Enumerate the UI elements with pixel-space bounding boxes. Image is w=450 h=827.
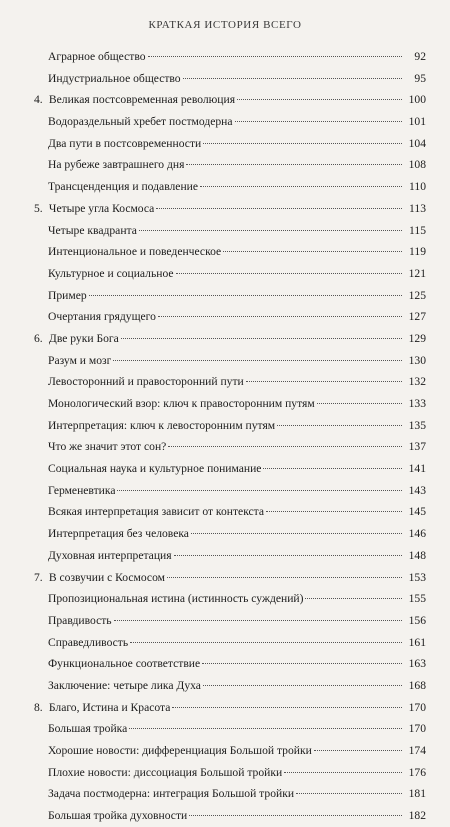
toc-section-entry (34, 306, 426, 328)
toc-chapter-entry (34, 328, 426, 350)
entry-text: Пропозициональная истина (истинность суждений) (48, 592, 304, 606)
chapter-number: 6. (34, 331, 43, 345)
page-number: 125 (408, 288, 426, 302)
toc-section-entry (34, 111, 426, 133)
dot-leader (317, 403, 402, 404)
toc-entry-title (34, 501, 264, 523)
dot-leader (277, 425, 402, 426)
toc-chapter-entry (34, 567, 426, 589)
dot-leader (117, 490, 402, 491)
page-number: 148 (408, 548, 426, 562)
dot-leader (284, 772, 402, 773)
page-number: 176 (408, 765, 426, 779)
entry-text: Культурное и социальное (48, 266, 174, 280)
toc-entry-title (34, 263, 174, 285)
page-number: 101 (408, 115, 426, 129)
entry-text: Четыре квадранта (48, 223, 137, 237)
toc-section-entry (34, 632, 426, 654)
toc-section-entry (34, 176, 426, 198)
dot-leader (139, 230, 402, 231)
toc-entry-title (34, 306, 156, 328)
toc-chapter-entry (34, 89, 426, 111)
toc-entry-title (34, 436, 166, 458)
toc-entry-title (34, 632, 128, 654)
toc-section-entry (34, 285, 426, 307)
toc-section-entry (34, 675, 426, 697)
toc-entry-title (34, 415, 275, 437)
toc-section-entry (34, 545, 426, 567)
toc-section-entry (34, 68, 426, 90)
dot-leader (235, 121, 402, 122)
toc-entry-title (34, 111, 233, 133)
page-number: 95 (414, 71, 426, 85)
dot-leader (121, 338, 402, 339)
toc-section-entry (34, 263, 426, 285)
chapter-number: 8. (34, 700, 43, 714)
entry-text: Всякая интерпретация зависит от контекста (48, 505, 265, 519)
toc-entry-title (34, 371, 244, 393)
entry-text: Два пути в постсовременности (48, 136, 202, 150)
toc-section-entry (34, 762, 426, 784)
toc-section-entry (34, 46, 426, 68)
toc-section-entry (34, 133, 426, 155)
toc-section-entry (34, 350, 426, 372)
page-number: 132 (408, 375, 426, 389)
toc-section-entry (34, 480, 426, 502)
dot-leader (305, 598, 402, 599)
entry-text: Трансценденция и подавление (48, 180, 198, 194)
entry-text: Задача постмодерна: интеграция Большой тройки (48, 787, 295, 801)
dot-leader (189, 815, 402, 816)
page-number: 92 (414, 50, 426, 63)
toc-section-entry (34, 805, 426, 827)
toc-entry-title (34, 610, 112, 632)
entry-text: Большая тройка (48, 722, 128, 736)
dot-leader (314, 750, 402, 751)
toc-entry-title (34, 653, 200, 675)
toc-entry-title (34, 133, 201, 155)
toc-entry-title (34, 350, 111, 372)
toc-entry-title (34, 46, 146, 68)
dot-leader (89, 295, 402, 296)
toc-entry-title (34, 697, 170, 719)
entry-text: В созвучии с Космосом (48, 570, 165, 584)
page-number: 133 (408, 397, 426, 410)
dot-leader (168, 446, 402, 447)
toc-section-entry (34, 371, 426, 393)
page-number: 182 (408, 809, 426, 823)
entry-text: Интенциональное и поведенческое (48, 245, 222, 259)
toc-section-entry (34, 653, 426, 675)
dot-leader (183, 78, 402, 79)
entry-text: Интерпретация: ключ к левосторонним путям (48, 418, 276, 432)
dot-leader (174, 555, 402, 556)
entry-text: Интерпретация без человека (48, 527, 189, 541)
toc-section-entry (34, 436, 426, 458)
page-number: 100 (408, 93, 426, 107)
toc-entry-title (34, 68, 181, 90)
entry-text: Разум и мозг (48, 353, 112, 367)
dot-leader (129, 728, 402, 729)
dot-leader (156, 208, 402, 209)
page-number: 168 (408, 678, 426, 692)
toc-entry-title (34, 567, 165, 589)
toc-entry-title (34, 783, 294, 805)
dot-leader (148, 56, 402, 57)
running-header: КРАТКАЯ ИСТОРИЯ ВСЕГО (148, 19, 302, 31)
page-number: 127 (408, 310, 426, 324)
entry-text: Большая тройка духовности (48, 809, 188, 823)
toc-entry-title (34, 154, 184, 176)
page-number: 104 (408, 136, 426, 150)
entry-text: Очертания грядущего (48, 310, 156, 324)
toc-entry-title (34, 241, 221, 263)
page-number: 156 (408, 613, 426, 627)
toc-entry-title (34, 740, 312, 762)
chapter-number: 7. (34, 570, 43, 584)
dot-leader (203, 143, 402, 144)
dot-leader (266, 511, 402, 512)
toc-entry-title (34, 285, 87, 307)
entry-text: Правдивость (48, 613, 112, 627)
page-number: 110 (409, 180, 426, 194)
page-number: 174 (408, 744, 426, 757)
dot-leader (130, 642, 402, 643)
toc-section-entry (34, 718, 426, 740)
toc-section-entry (34, 458, 426, 480)
page-number: 146 (408, 527, 426, 541)
entry-text: Водораздельный хребет постмодерна (48, 115, 233, 129)
toc-entry-title (34, 523, 189, 545)
toc-entry-title (34, 89, 235, 111)
page-number: 145 (408, 505, 426, 519)
entry-text: Две руки Бога (48, 331, 119, 345)
toc-entry-title (34, 458, 261, 480)
page-number: 161 (408, 635, 426, 649)
entry-text: Справедливость (48, 635, 129, 649)
dot-leader (114, 620, 402, 621)
toc-entry-title (34, 220, 137, 242)
page-number: 137 (408, 440, 426, 454)
toc-section-entry (34, 588, 426, 610)
entry-text: Пример (48, 288, 87, 302)
dot-leader (158, 316, 402, 317)
toc-entry-title (34, 393, 315, 415)
page-number: 143 (408, 483, 426, 497)
entry-text: Благо, Истина и Красота (48, 700, 171, 714)
toc-entry-title (34, 588, 303, 610)
toc-section-entry (34, 220, 426, 242)
toc-entry-title (34, 805, 187, 827)
chapter-number: 5. (34, 201, 43, 215)
page-number: 170 (408, 722, 426, 736)
page-number: 155 (408, 592, 426, 606)
toc-section-entry (34, 393, 426, 415)
toc-entry-title (34, 545, 172, 567)
page-number: 170 (408, 700, 426, 714)
entry-text: Монологический взор: ключ к правосторонним путям (48, 397, 315, 410)
page-number: 163 (408, 657, 426, 671)
page-number: 153 (408, 570, 426, 584)
entry-text: На рубеже завтрашнего дня (48, 158, 185, 172)
dot-leader (113, 360, 402, 361)
toc-section-entry (34, 154, 426, 176)
dot-leader (246, 381, 402, 382)
dot-leader (202, 663, 402, 664)
table-of-contents (34, 46, 426, 827)
entry-text: Великая постсовременная революция (48, 93, 236, 107)
entry-text: Заключение: четыре лика Духа (48, 678, 201, 692)
entry-text: Функциональное соответствие (48, 657, 201, 671)
entry-text: Аграрное общество (48, 50, 146, 63)
page-number: 119 (409, 245, 426, 259)
dot-leader (296, 793, 402, 794)
toc-section-entry (34, 415, 426, 437)
chapter-number: 4. (34, 93, 43, 107)
dot-leader (237, 99, 402, 100)
dot-leader (172, 707, 402, 708)
page-number: 129 (408, 331, 426, 345)
entry-text: Духовная интерпретация (48, 548, 172, 562)
dot-leader (263, 468, 402, 469)
dot-leader (191, 533, 402, 534)
entry-text: Четыре угла Космоса (48, 201, 155, 215)
toc-entry-title (34, 762, 282, 784)
toc-entry-title (34, 675, 201, 697)
page-number: 135 (408, 418, 426, 432)
entry-text: Левосторонний и правосторонний пути (48, 375, 244, 389)
toc-section-entry (34, 783, 426, 805)
toc-entry-title (34, 718, 127, 740)
dot-leader (176, 273, 402, 274)
toc-section-entry (34, 523, 426, 545)
page-number: 113 (409, 201, 426, 215)
entry-text: Индустриальное общество (48, 71, 181, 85)
entry-text: Герменевтика (48, 483, 116, 497)
toc-chapter-entry (34, 697, 426, 719)
toc-entry-title (34, 176, 198, 198)
toc-entry-title (34, 328, 119, 350)
entry-text: Что же значит этот сон? (48, 440, 167, 454)
page-number: 121 (408, 266, 426, 280)
entry-text: Социальная наука и культурное понимание (48, 462, 262, 476)
toc-entry-title (34, 198, 154, 220)
entry-text: Хорошие новости: дифференциация Большой тройки (48, 744, 312, 757)
entry-text: Плохие новости: диссоциация Большой тройки (48, 765, 283, 779)
dot-leader (200, 186, 402, 187)
toc-section-entry (34, 740, 426, 762)
dot-leader (203, 685, 402, 686)
page-number: 141 (408, 462, 426, 476)
toc-section-entry (34, 241, 426, 263)
page-number: 115 (409, 223, 426, 237)
dot-leader (186, 164, 402, 165)
page-number: 108 (408, 158, 426, 172)
page-number: 130 (408, 353, 426, 367)
toc-section-entry (34, 501, 426, 523)
toc-section-entry (34, 610, 426, 632)
dot-leader (167, 577, 402, 578)
dot-leader (223, 251, 402, 252)
page-number: 181 (408, 787, 426, 801)
toc-entry-title (34, 480, 115, 502)
toc-chapter-entry (34, 198, 426, 220)
